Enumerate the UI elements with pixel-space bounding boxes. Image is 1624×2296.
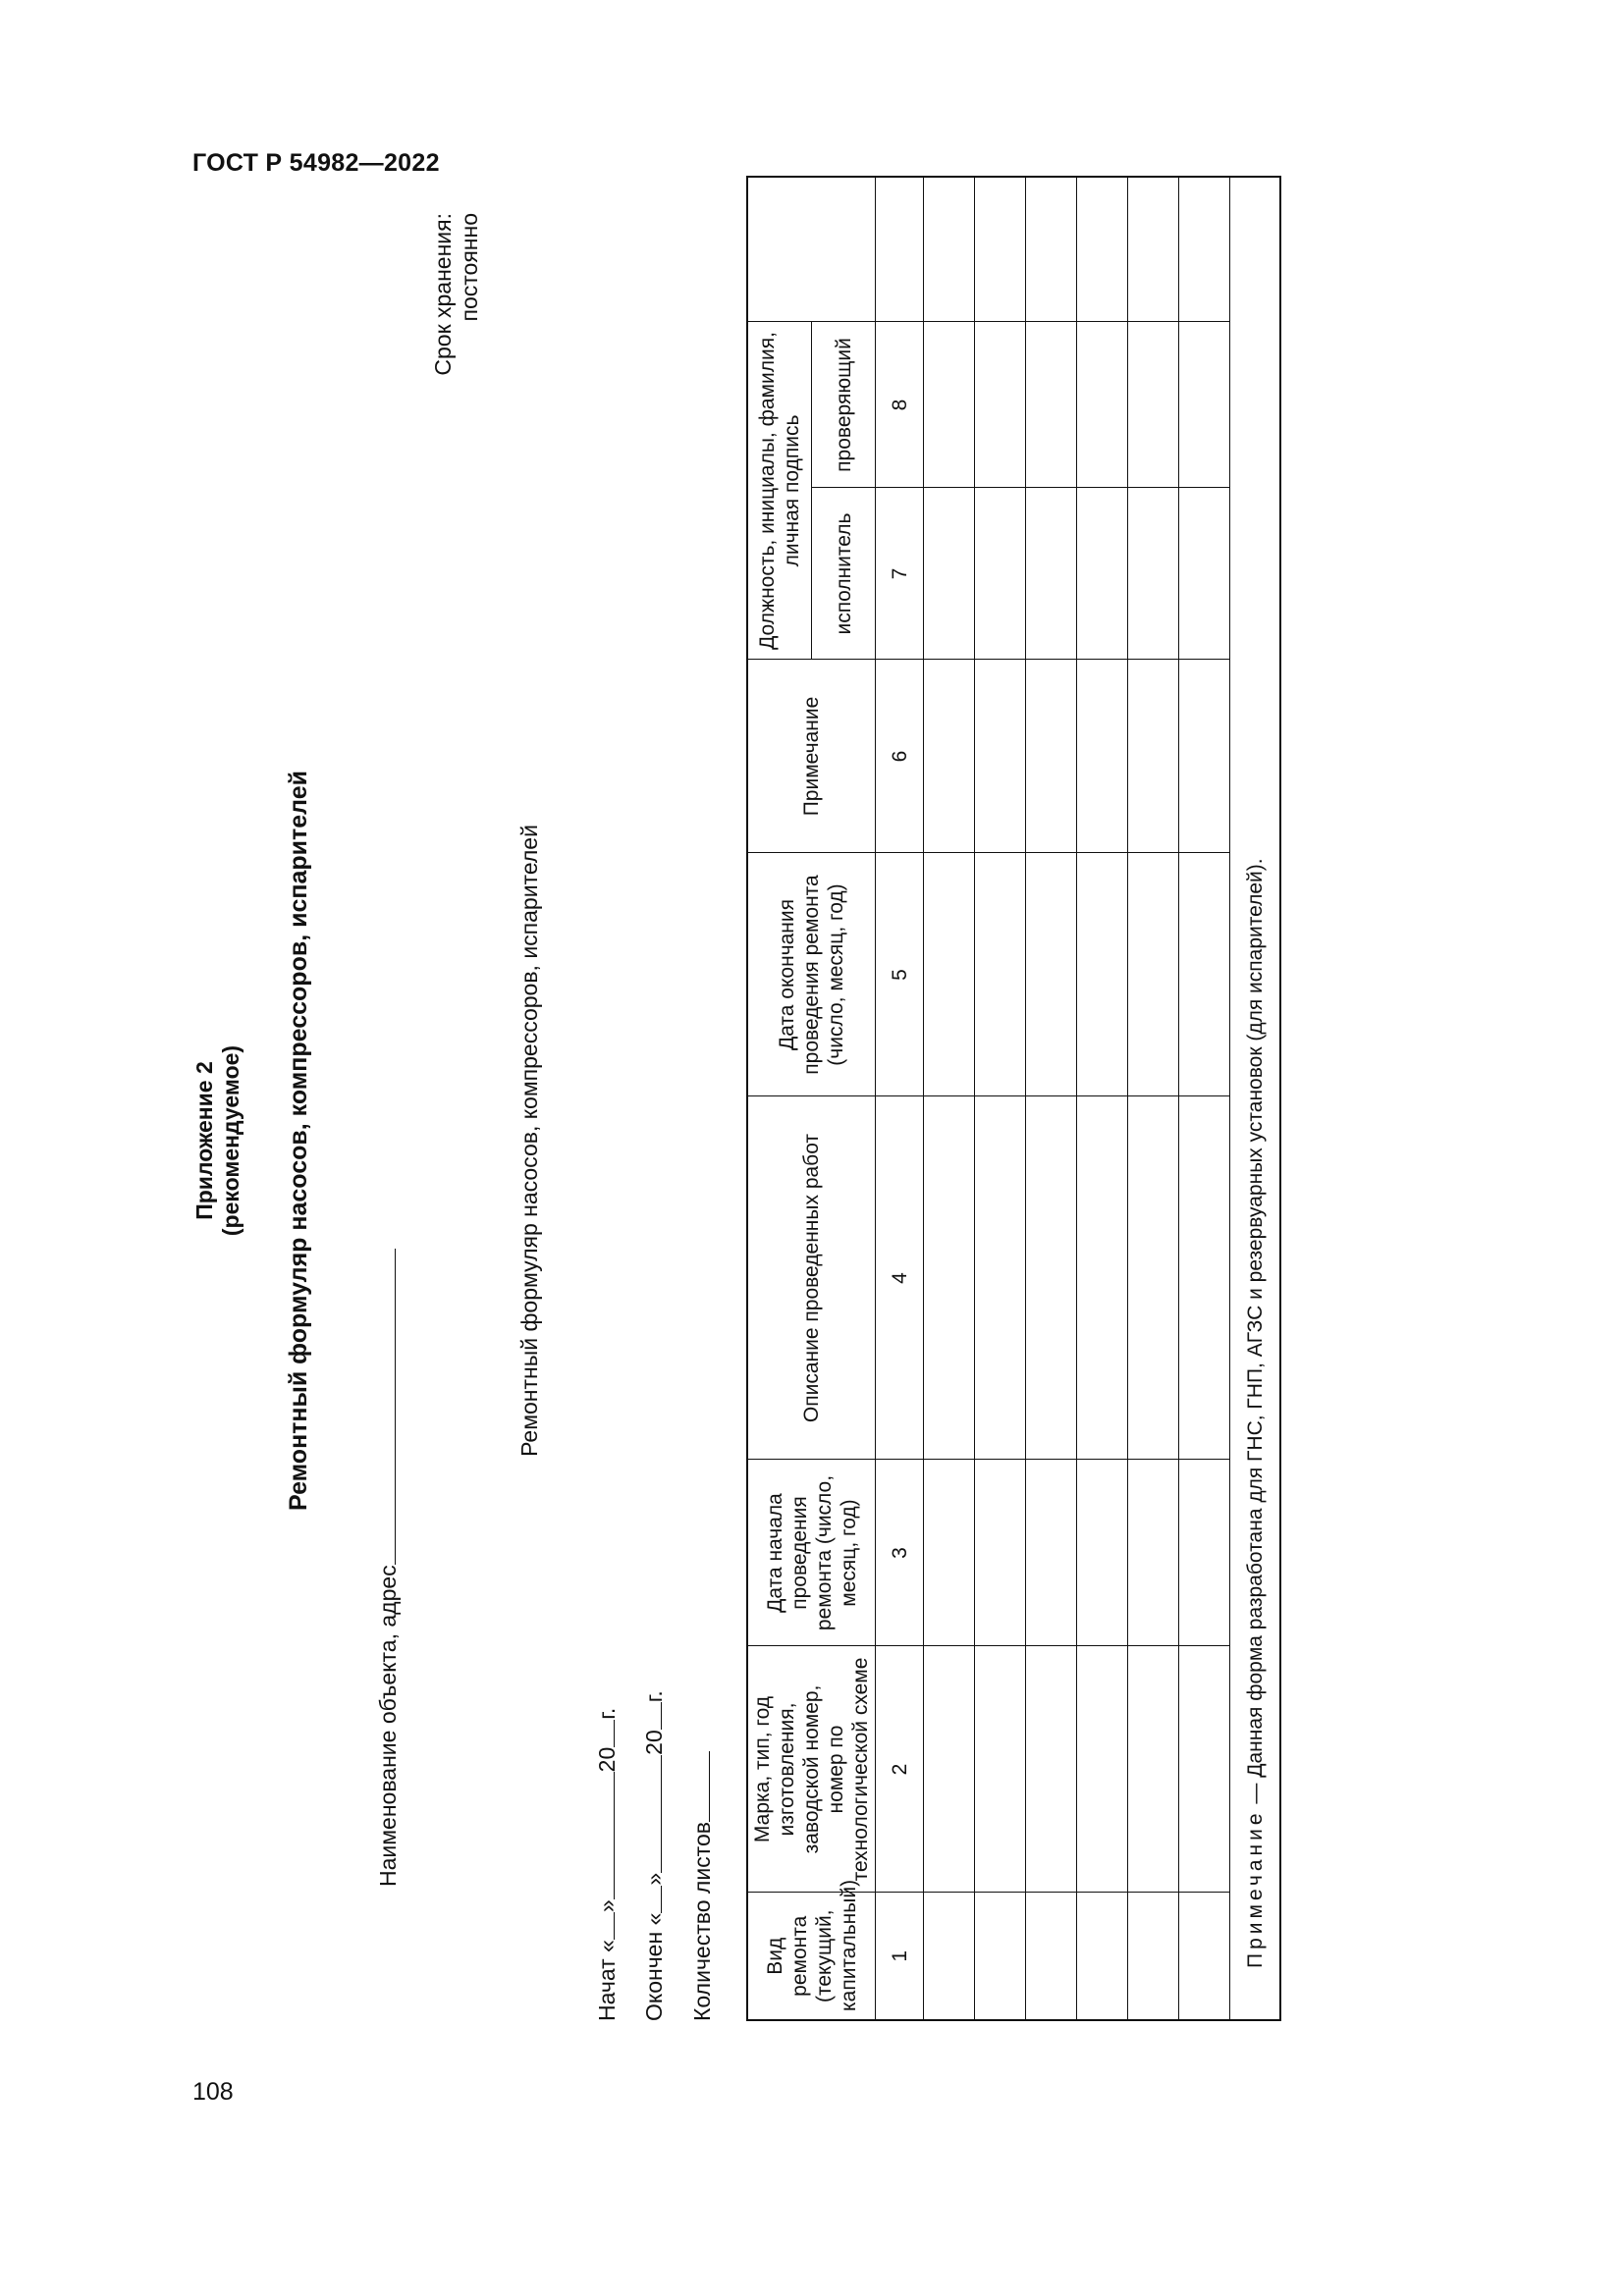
table-cell[interactable]: [1179, 1646, 1230, 1893]
table-cell[interactable]: [1026, 488, 1077, 660]
note-label: Примечание: [1243, 1809, 1267, 1968]
start-quote-close: »: [594, 1899, 620, 1913]
table-cell[interactable]: [1026, 1460, 1077, 1646]
table-cell[interactable]: [975, 1096, 1026, 1460]
table-cell[interactable]: [1026, 853, 1077, 1096]
table-cell[interactable]: [975, 322, 1026, 488]
end-year-prefix: 20: [641, 1730, 667, 1755]
table-cell[interactable]: [1077, 1096, 1128, 1460]
column-number: 5: [876, 853, 924, 1096]
column-number: 8: [876, 322, 924, 488]
table-cell[interactable]: [975, 177, 1026, 322]
start-day-blank[interactable]: [592, 1912, 615, 1940]
start-year-blank[interactable]: [592, 1720, 615, 1747]
table-cell[interactable]: [1128, 1646, 1179, 1893]
table-cell[interactable]: [924, 1646, 975, 1893]
table-cell[interactable]: [1179, 1460, 1230, 1646]
table-cell[interactable]: [924, 660, 975, 853]
table-cell[interactable]: [1077, 1646, 1128, 1893]
col-repair-type-header: Вид ремонта (текущий, капитальный): [747, 1893, 876, 2020]
table-cell[interactable]: [1179, 177, 1230, 322]
storage-value: постоянно: [457, 213, 482, 322]
repair-log-table: [746, 176, 1281, 2021]
col-equipment-header: Марка, тип, год изготовления, заводской номер, номер по технологической схеме: [747, 1646, 876, 1893]
table-cell[interactable]: [924, 322, 975, 488]
storage-period: [430, 213, 483, 376]
column-number: 6: [876, 660, 924, 853]
column-number: 7: [876, 488, 924, 660]
table-cell[interactable]: [1026, 660, 1077, 853]
col-description-header: Описание проведенных работ: [747, 1096, 876, 1460]
table-cell[interactable]: [1128, 853, 1179, 1096]
table-cell[interactable]: [1077, 488, 1128, 660]
table-note: [1230, 177, 1281, 2020]
column-number: 4: [876, 1096, 924, 1460]
table-cell[interactable]: [924, 1893, 975, 2020]
annex-heading: [191, 213, 244, 2068]
table-cell[interactable]: [1026, 322, 1077, 488]
table-cell[interactable]: [1128, 488, 1179, 660]
table-cell[interactable]: [975, 1893, 1026, 2020]
storage-label: Срок хранения:: [430, 213, 456, 376]
object-blank[interactable]: [373, 1249, 396, 1565]
table-cell[interactable]: [1026, 177, 1077, 322]
table-row: [1179, 177, 1230, 2020]
table-cell[interactable]: [1128, 322, 1179, 488]
col-note-header: Примечание: [747, 660, 876, 853]
object-label: Наименование объекта, адрес: [375, 1565, 401, 1887]
table-row: [975, 177, 1026, 2020]
col-executor-header: исполнитель: [812, 488, 876, 660]
form-subtitle: Ремонтный формуляр насосов, компрессоров, испарителей: [516, 825, 542, 1457]
table-cell[interactable]: [1128, 177, 1179, 322]
column-number: 2: [876, 1646, 924, 1893]
start-label: Начат «: [594, 1940, 620, 2021]
col-checker-header: проверяющий: [812, 322, 876, 488]
table-cell[interactable]: [1128, 1460, 1179, 1646]
table-cell[interactable]: [1077, 1893, 1128, 2020]
table-cell[interactable]: [975, 1460, 1026, 1646]
start-year-suffix: г.: [594, 1707, 620, 1720]
end-month-blank[interactable]: [639, 1755, 662, 1873]
col-extra-header: [747, 177, 876, 322]
table-cell[interactable]: [1077, 177, 1128, 322]
table-cell[interactable]: [1077, 660, 1128, 853]
object-name-line: [373, 1249, 402, 1887]
table-cell[interactable]: [975, 853, 1026, 1096]
end-day-blank[interactable]: [639, 1886, 662, 1913]
page-number: 108: [192, 2078, 234, 2106]
annex-status: (рекомендуемое): [218, 1044, 244, 1237]
column-number: [876, 177, 924, 322]
table-cell[interactable]: [1077, 322, 1128, 488]
table-row: [924, 177, 975, 2020]
table-cell[interactable]: [1179, 853, 1230, 1096]
sheets-count-line: [687, 1751, 716, 2021]
table-cell[interactable]: [975, 488, 1026, 660]
column-number: 1: [876, 1893, 924, 2020]
table-cell[interactable]: [1179, 1893, 1230, 2020]
table-cell[interactable]: [1179, 1096, 1230, 1460]
end-label: Окончен «: [641, 1912, 667, 2021]
table-cell[interactable]: [924, 1460, 975, 1646]
table-cell[interactable]: [1077, 1460, 1128, 1646]
table-cell[interactable]: [1179, 322, 1230, 488]
end-quote-close: »: [641, 1872, 667, 1886]
table-cell[interactable]: [1128, 1096, 1179, 1460]
note-text: — Данная форма разработана для ГНС, ГНП, АГЗС и резервуарных установок (для испарителей).: [1243, 858, 1267, 1810]
table-cell[interactable]: [924, 177, 975, 322]
table-cell[interactable]: [1179, 488, 1230, 660]
table-cell[interactable]: [924, 853, 975, 1096]
table-cell[interactable]: [1026, 1893, 1077, 2020]
table-cell[interactable]: [975, 1646, 1026, 1893]
table-cell[interactable]: [1179, 660, 1230, 853]
col-signature-group-header: Должность, инициалы, фамилия, личная подпись: [747, 322, 812, 660]
column-number-row: [876, 177, 924, 2020]
table-cell[interactable]: [1128, 660, 1179, 853]
table-row: [1026, 177, 1077, 2020]
table-cell[interactable]: [975, 660, 1026, 853]
sheets-blank[interactable]: [687, 1751, 710, 1822]
form-title: Ремонтный формуляр насосов, компрессоров, испарителей: [285, 771, 312, 1511]
table-cell[interactable]: [924, 1096, 975, 1460]
table-cell[interactable]: [1128, 1893, 1179, 2020]
table-row: [1128, 177, 1179, 2020]
start-month-blank[interactable]: [592, 1772, 615, 1899]
table-cell[interactable]: [1077, 853, 1128, 1096]
annex-title: Приложение 2: [191, 1061, 217, 1220]
start-date-line: [592, 1708, 621, 2021]
col-end-date-header: Дата окончания проведения ремонта (число, месяц, год): [747, 853, 876, 1096]
table-cell[interactable]: [1026, 1096, 1077, 1460]
table-cell[interactable]: [1026, 1646, 1077, 1893]
start-year-prefix: 20: [594, 1746, 620, 1773]
end-year-blank[interactable]: [639, 1702, 662, 1730]
column-number: 3: [876, 1460, 924, 1646]
table-row: [1077, 177, 1128, 2020]
rotated-form-page: [189, 213, 1279, 2068]
end-year-suffix: г.: [641, 1690, 667, 1703]
sheets-label: Количество листов: [689, 1822, 715, 2021]
end-date-line: [639, 1690, 668, 2021]
table-header-row: [747, 177, 812, 2020]
document-code: ГОСТ Р 54982—2022: [192, 149, 440, 177]
col-start-date-header: Дата начала проведения ремонта (число, месяц, год): [747, 1460, 876, 1646]
table-cell[interactable]: [924, 488, 975, 660]
table-note-row: [1230, 177, 1281, 2020]
